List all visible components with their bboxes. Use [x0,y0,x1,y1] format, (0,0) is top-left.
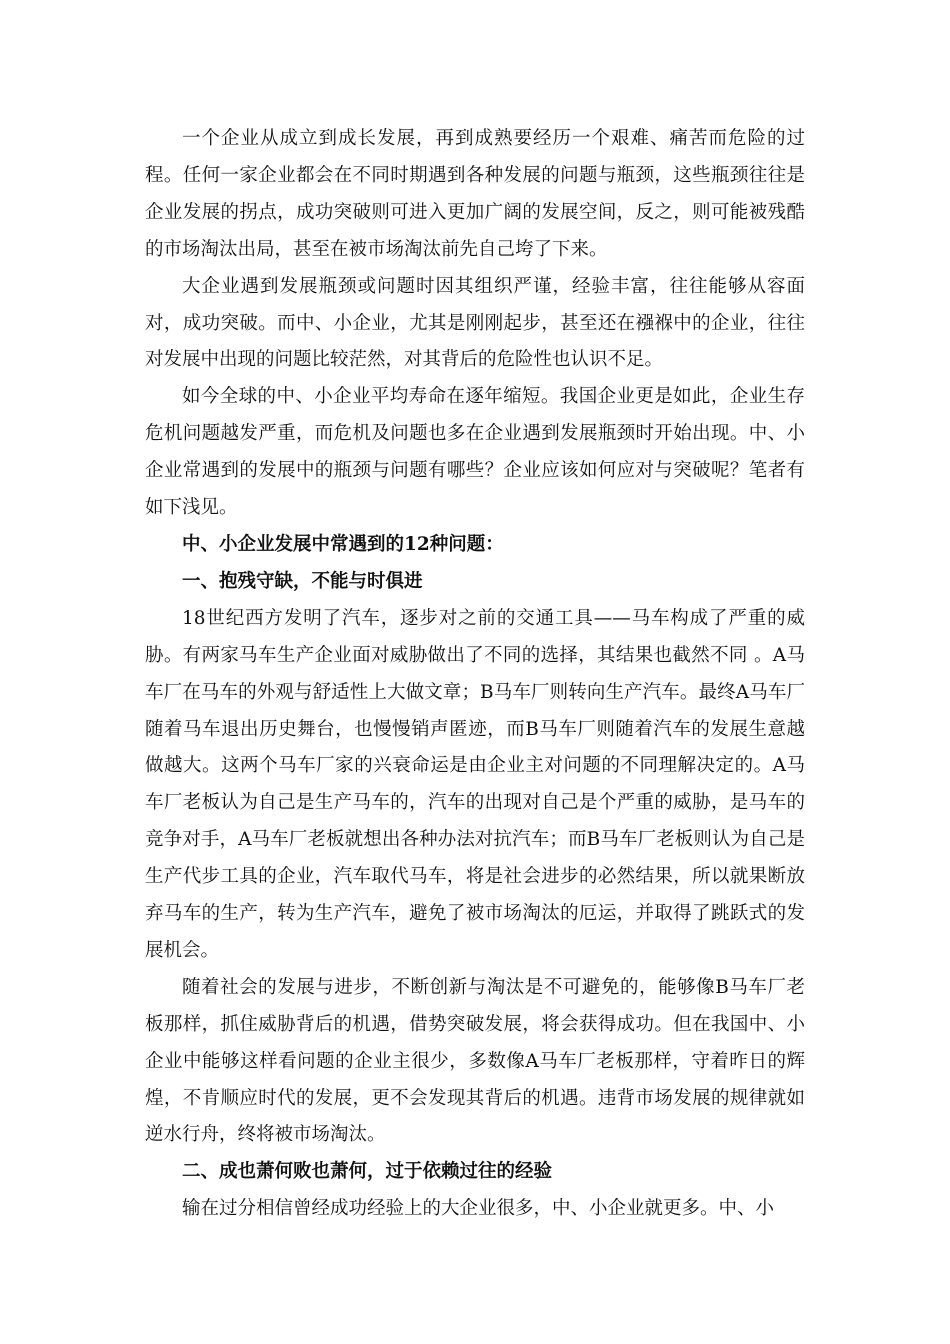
document-page [145,121,805,1228]
section-heading-1: 一、抱残守缺，不能与时俱进 [182,570,423,592]
section-1-paragraph-1: 18世纪西方发明了汽车，逐步对之前的交通工具——马车构成了严重的威胁。有两家马车生产企业面对威胁做出了不同的选择，其结果也截然不同 。A马车厂在马车的外观与舒适性上大做文章；B马车厂则转向生产汽车。最终A马车厂随着马车退出历史舞台，也慢慢销声匿迹，而B马车厂则随着汽车的发展生意越做越大。这两个马车厂家的兴衰命运是由企业主对问题的不同理解决定的。A马车厂老板认为自己是生产马车的，汽车的出现对自己是个严重的威胁，是马车的竞争对手，A马车厂老板就想出各种办法对抗汽车；而B马车厂老板则认为自己是生产代步工具的企业，汽车取代马车，将是社会进步的必然结果，所以就果断放弃马车的生产，转为生产汽车，避免了被市场淘汰的厄运，并取得了跳跃式的发展机会。 [145,607,805,961]
intro-paragraph-2: 大企业遇到发展瓶颈或问题时因其组织严谨，经验丰富，往往能够从容面对，成功突破。而中、小企业，尤其是刚刚起步，甚至还在襁褓中的企业，往往对发展中出现的问题比较茫然，对其背后的危险性也认识不足。 [145,275,805,371]
intro-paragraph-1: 一个企业从成立到成长发展，再到成熟要经历一个艰难、痛苦而危险的过程。任何一家企业都会在不同时期遇到各种发展的问题与瓶颈，这些瓶颈往往是企业发展的拐点，成功突破则可进入更加广阔的发展空间，反之，则可能被残酷的市场淘汰出局，甚至在被市场淘汰前先自己垮了下来。 [145,128,805,260]
section-intro-heading: 中、小企业发展中常遇到的12种问题： [182,533,504,555]
section-1-paragraph-2: 随着社会的发展与进步，不断创新与淘汰是不可避免的，能够像B马车厂老板那样，抓住威胁背后的机遇，借势突破发展，将会获得成功。但在我国中、小企业中能够这样看问题的企业主很少，多数像A马车厂老板那样，守着昨日的辉煌，不肯顺应时代的发展，更不会发现其背后的机遇。违背市场发展的规律就如逆水行舟，终将被市场淘汰。 [145,976,805,1146]
section-2-paragraph-1: 输在过分相信曾经成功经验上的大企业很多，中、小企业就更多。中、小 [182,1198,775,1220]
section-heading-2: 二、成也萧何败也萧何，过于依赖过往的经验 [182,1161,553,1183]
intro-paragraph-3: 如今全球的中、小企业平均寿命在逐年缩短。我国企业更是如此，企业生存危机问题越发严重，而危机及问题也多在企业遇到发展瓶颈时开始出现。中、小企业常遇到的发展中的瓶颈与问题有哪些？企业应该如何应对与突破呢？笔者有如下浅见。 [145,386,805,519]
